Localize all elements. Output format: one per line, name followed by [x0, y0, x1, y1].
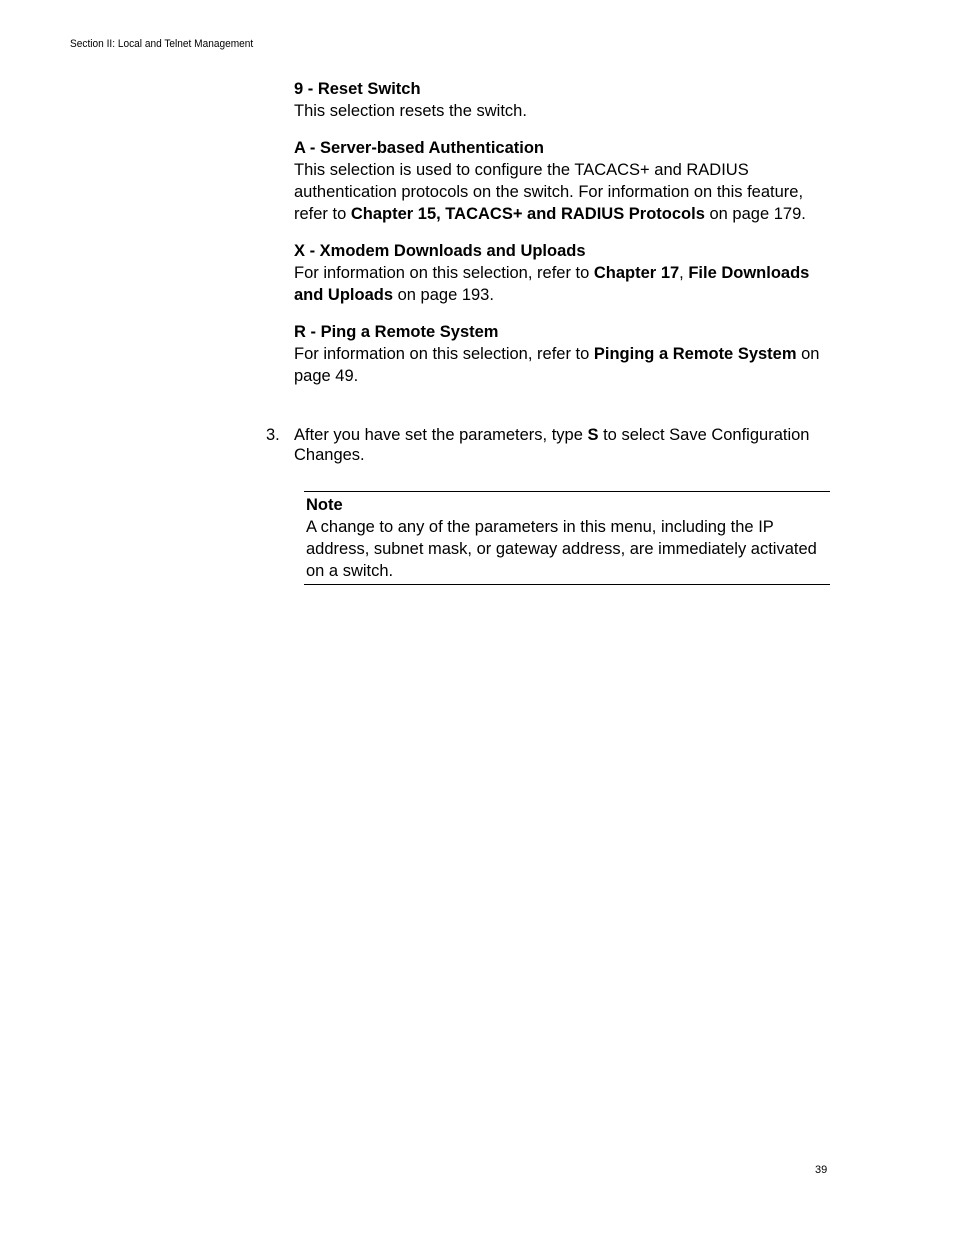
option-description: [294, 262, 834, 306]
menu-options-list: [294, 78, 834, 402]
text-segment: to select Save Configuration Changes.: [294, 426, 810, 464]
key-command: S: [587, 426, 599, 444]
option-description: [294, 343, 834, 387]
running-header: Section II: Local and Telnet Management: [70, 38, 254, 50]
cross-reference: Chapter 15, TACACS+ and RADIUS Protocols: [350, 205, 705, 223]
note-title: Note: [306, 496, 343, 514]
cross-reference: Pinging a Remote System: [593, 345, 797, 363]
option-description: This selection resets the switch.: [294, 102, 527, 120]
cross-reference: File Downloads and Uploads: [294, 264, 810, 304]
note-text: A change to any of the parameters in this menu, including the IP address, subnet mask, or gateway address, are immediately activated on a switch.: [306, 518, 817, 580]
note-box: [304, 491, 830, 585]
step-number: 3.: [266, 426, 280, 444]
option-title: A - Server-based Authentication: [294, 139, 544, 157]
option-title: R - Ping a Remote System: [294, 323, 499, 341]
text-segment: ,: [679, 264, 689, 282]
page-number: 39: [815, 1164, 828, 1176]
text-segment: on page 193.: [393, 286, 494, 304]
step-text: [294, 425, 834, 465]
option-server-auth: [294, 137, 834, 225]
option-title: X - Xmodem Downloads and Uploads: [294, 242, 586, 260]
option-ping: [294, 321, 834, 387]
text-segment: For information on this selection, refer to: [294, 345, 594, 363]
text-segment: on page 179.: [704, 205, 806, 223]
option-xmodem: [294, 240, 834, 306]
option-reset-switch: [294, 78, 834, 122]
text-segment: This selection is used to configure the TACACS+ and RADIUS authentication protocols on the switch. For information on this feature, refer to: [294, 161, 804, 223]
text-segment: After you have set the parameters, type: [294, 426, 588, 444]
text-segment: on page 49.: [294, 345, 820, 385]
cross-reference: Chapter 17: [593, 264, 680, 282]
option-description: [294, 159, 834, 225]
option-title: 9 - Reset Switch: [294, 80, 421, 98]
text-segment: For information on this selection, refer to: [294, 264, 594, 282]
